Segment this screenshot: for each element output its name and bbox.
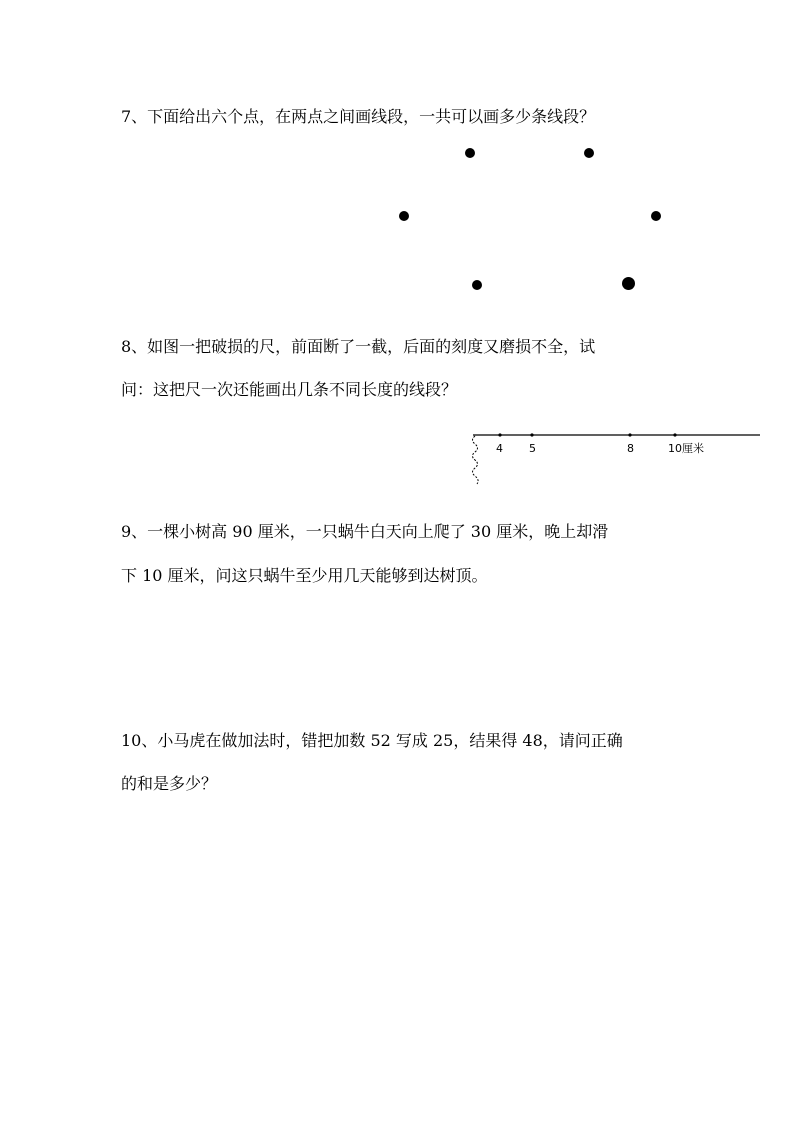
question-10-line-2: 的和是多少？ xyxy=(121,774,218,793)
broken-edge xyxy=(473,436,479,484)
ruler-tick xyxy=(498,433,501,436)
ruler-tick xyxy=(628,433,631,436)
ruler-label-8: 8 xyxy=(627,442,634,455)
ruler-label-10cm: 10厘米 xyxy=(668,442,704,455)
question-9-line-2: 下 10 厘米，问这只蜗牛至少用几天能够到达树顶。 xyxy=(121,566,488,585)
ruler-label-4: 4 xyxy=(496,442,503,455)
broken-ruler-figure xyxy=(470,428,760,486)
ruler-tick xyxy=(673,433,676,436)
point xyxy=(651,211,661,221)
ruler-label-5: 5 xyxy=(529,442,536,455)
question-8-line-1: 8、如图一把破损的尺，前面断了一截，后面的刻度又磨损不全，试 xyxy=(121,337,596,356)
point xyxy=(465,148,475,158)
question-9-line-1: 9、一棵小树高 90 厘米，一只蜗牛白天向上爬了 30 厘米，晚上却滑 xyxy=(121,522,609,541)
question-10-line-1: 10、小马虎在做加法时，错把加数 52 写成 25，结果得 48，请问正确 xyxy=(121,731,623,750)
ruler-tick xyxy=(530,433,533,436)
question-8-line-2: 问：这把尺一次还能画出几条不同长度的线段？ xyxy=(121,380,458,399)
question-7-line-1: 7、下面给出六个点，在两点之间画线段，一共可以画多少条线段？ xyxy=(121,107,596,126)
point xyxy=(622,277,635,290)
point xyxy=(472,280,482,290)
point xyxy=(399,211,409,221)
point xyxy=(584,148,594,158)
